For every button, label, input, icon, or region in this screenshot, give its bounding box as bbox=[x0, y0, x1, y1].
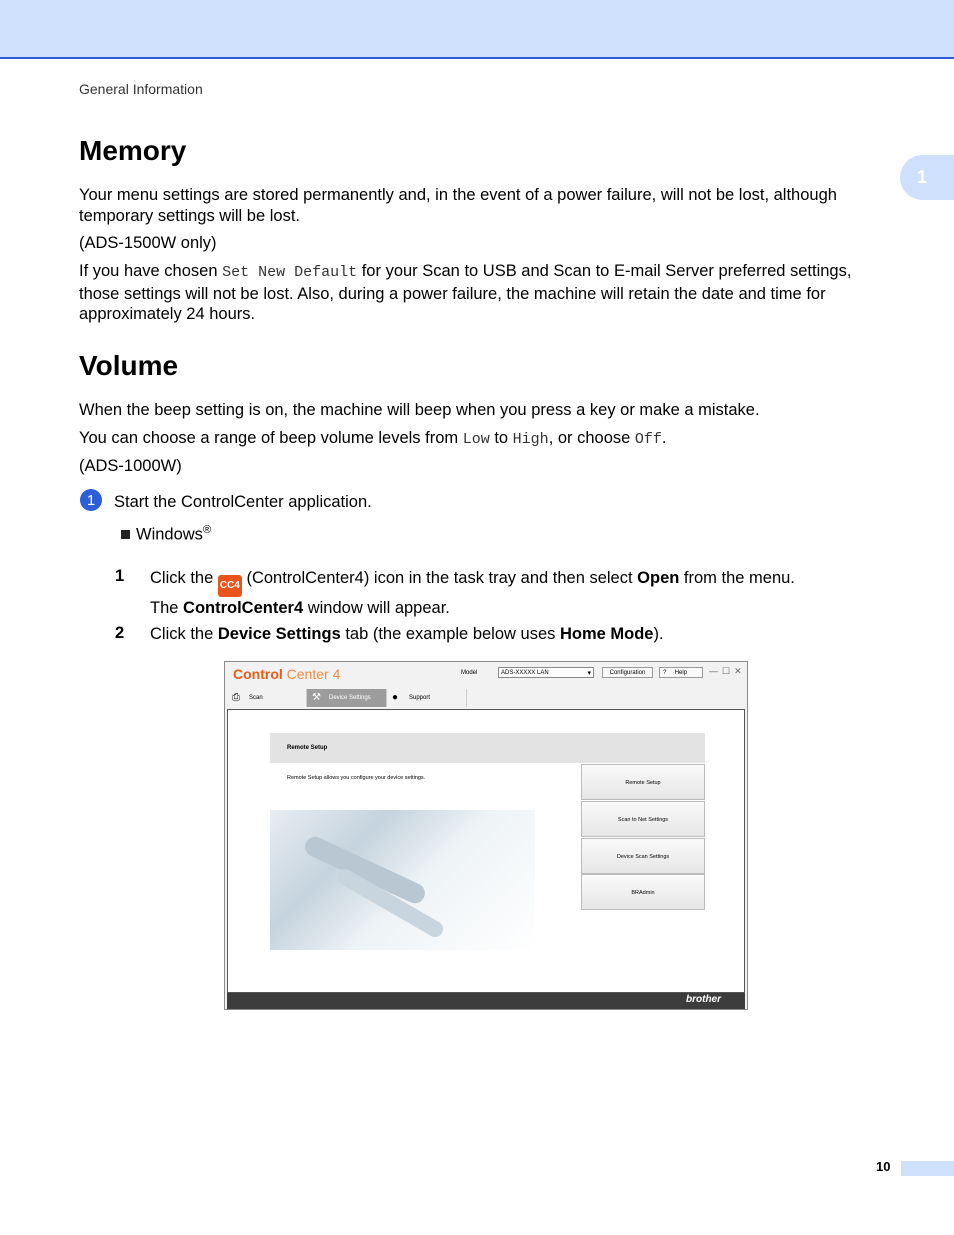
step-text: Start the ControlCenter application. bbox=[114, 493, 372, 511]
content-panel bbox=[227, 709, 745, 993]
controlcenter-window-screenshot bbox=[224, 661, 748, 1010]
bullet-windows: Windows® bbox=[121, 524, 211, 545]
volume-heading: Volume bbox=[79, 350, 179, 381]
page-number: 10 bbox=[876, 1159, 891, 1174]
substep-2-text: Click the Device Settings tab (the example below uses Home Mode). bbox=[150, 625, 664, 643]
running-head: General Information bbox=[79, 81, 203, 97]
controlcenter4-icon: CC4 bbox=[218, 575, 242, 597]
scanner-icon: ⎙ bbox=[232, 692, 240, 703]
tab-bar bbox=[227, 689, 745, 707]
tab-scan[interactable]: ⎙ Scan bbox=[227, 689, 307, 707]
chapter-tab: 1 bbox=[900, 155, 954, 200]
substep-1-text: Click the CC4 (ControlCenter4) icon in the task tray and then select Open from the menu. The ControlCenter4 window will appear. bbox=[150, 569, 795, 617]
person-icon: ● bbox=[392, 692, 399, 703]
memory-para-2: (ADS-1500W only) bbox=[79, 234, 217, 252]
volume-para-1: When the beep setting is on, the machine will beep when you press a key or make a mistake. bbox=[79, 401, 760, 419]
device-scan-settings-button[interactable]: Device Scan Settings bbox=[581, 838, 705, 874]
model-label: Model bbox=[461, 670, 478, 676]
configuration-button[interactable]: Configuration bbox=[602, 667, 653, 678]
panel-description: Remote Setup allows you configure your device settings. bbox=[287, 775, 426, 781]
panel-title: Remote Setup bbox=[270, 733, 705, 763]
tab-device-settings[interactable]: ⚒ Device Settings bbox=[307, 689, 387, 707]
help-button[interactable]: ? Help bbox=[659, 667, 703, 678]
page-number-bar bbox=[901, 1161, 954, 1176]
volume-para-3: (ADS-1000W) bbox=[79, 457, 182, 475]
code-set-new-default: Set New Default bbox=[222, 264, 358, 281]
model-select[interactable]: ADS-XXXXX LAN ▾ bbox=[498, 667, 594, 678]
wrench-illustration bbox=[270, 810, 535, 950]
header-bar bbox=[0, 0, 954, 59]
window-controls[interactable]: —☐✕ bbox=[709, 666, 746, 676]
substep-number-1: 1 bbox=[115, 567, 125, 585]
app-title: Control Center 4 bbox=[233, 666, 341, 682]
brother-logo: brother bbox=[686, 994, 721, 1005]
tab-support[interactable]: ● Support bbox=[387, 689, 467, 707]
scan-to-net-settings-button[interactable]: Scan to Net Settings bbox=[581, 801, 705, 837]
remote-setup-button[interactable]: Remote Setup bbox=[581, 764, 705, 800]
tools-icon: ⚒ bbox=[312, 692, 321, 703]
substep-number-2: 2 bbox=[115, 624, 125, 642]
window-footer bbox=[227, 993, 745, 1009]
memory-para-1: Your menu settings are stored permanently and, in the event of a power failure, will not be lost, although temporary settings will be lost. bbox=[79, 186, 837, 225]
square-bullet-icon bbox=[121, 530, 130, 539]
memory-para-3: If you have chosen Set New Default for your Scan to USB and Scan to E-mail Server preferred settings, those settings will not be lost. Also, during a power failure, the machine will retain the date and time for approximately 24 hours. bbox=[79, 262, 852, 323]
memory-heading: Memory bbox=[79, 135, 187, 166]
step-number-icon: 1 bbox=[80, 489, 102, 511]
volume-para-2: You can choose a range of beep volume levels from Low to High, or choose Off. bbox=[79, 429, 667, 448]
bradmin-button[interactable]: BRAdmin bbox=[581, 874, 705, 910]
